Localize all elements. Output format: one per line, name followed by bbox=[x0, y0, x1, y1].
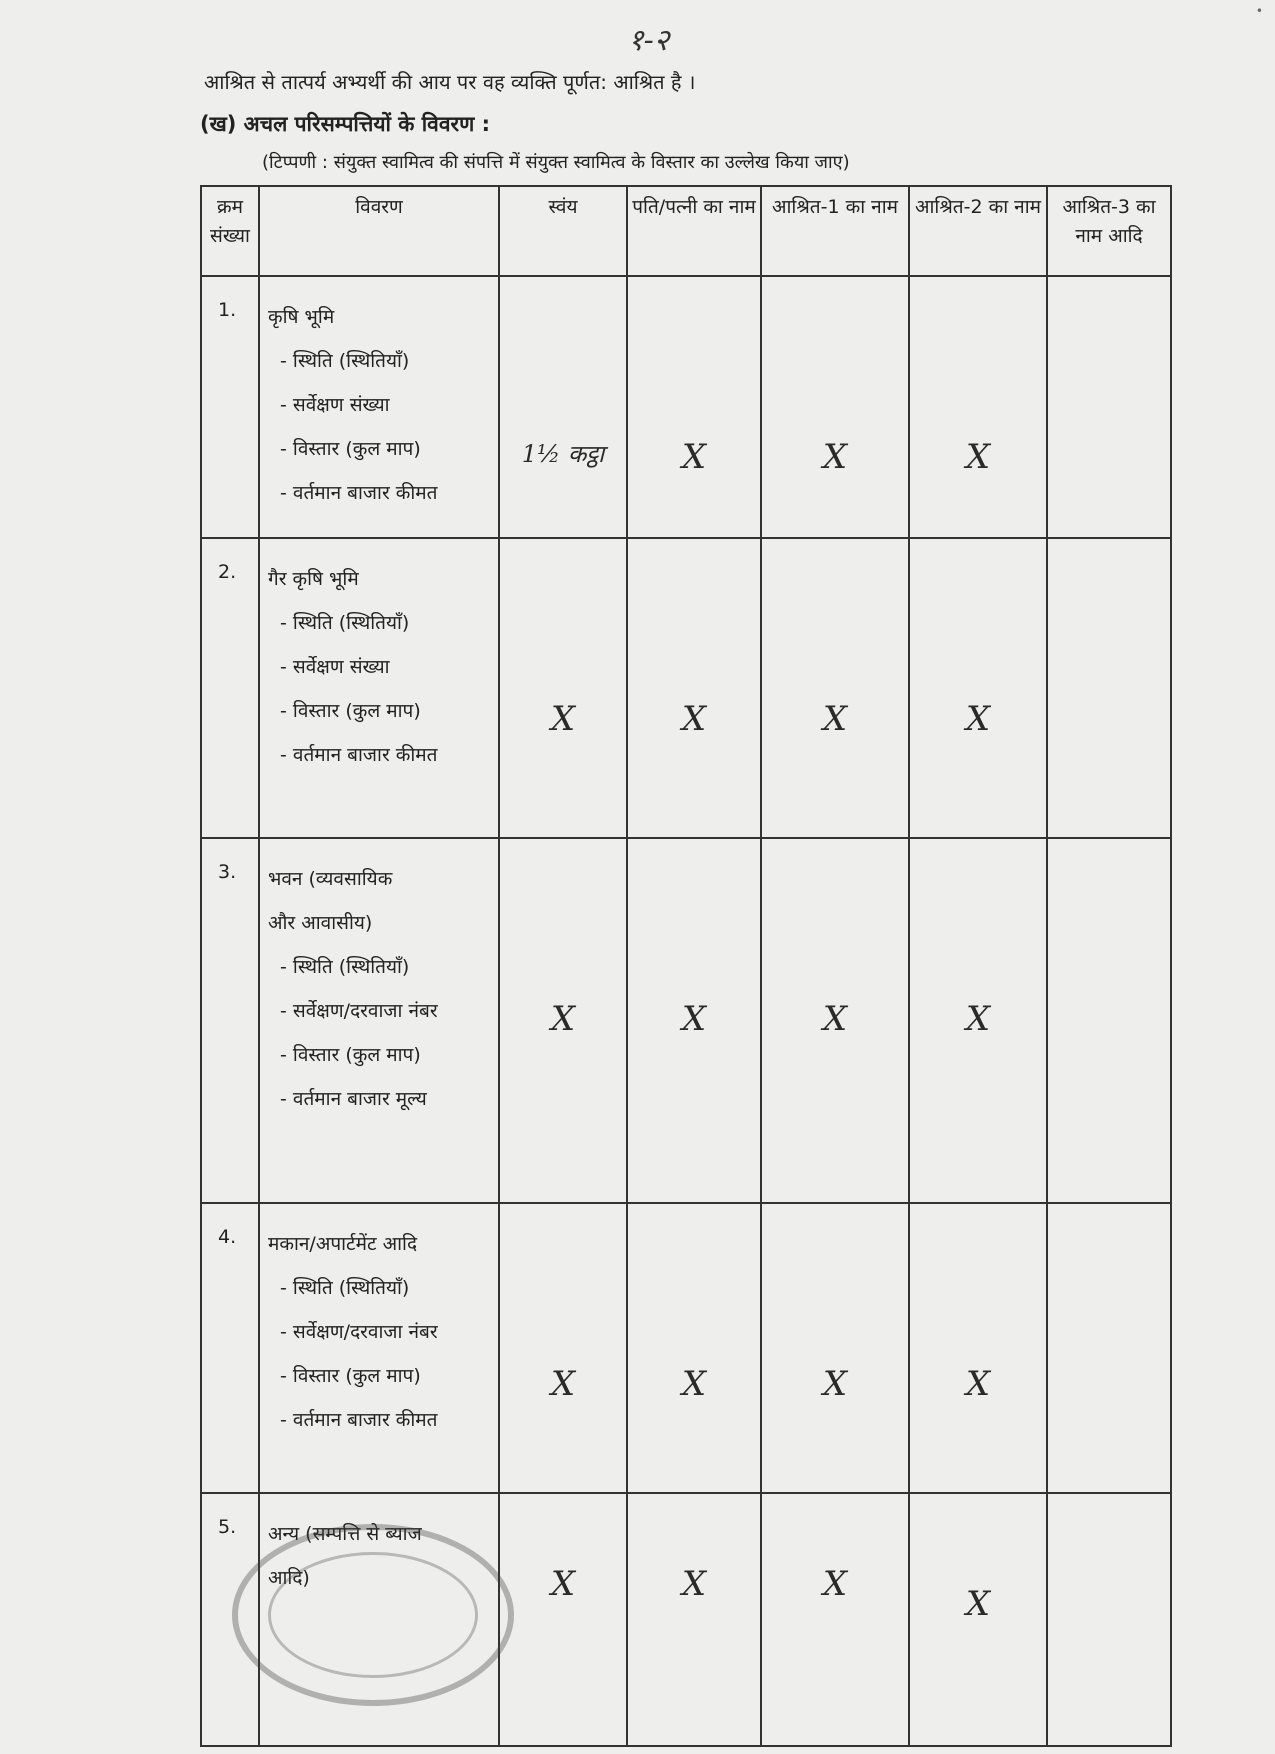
handwritten-cross: X bbox=[822, 999, 848, 1039]
row-serial: 5. bbox=[201, 1493, 259, 1746]
handwritten-cross: X bbox=[550, 999, 576, 1039]
row-title: कृषि भूमि bbox=[268, 306, 335, 328]
cell-self bbox=[499, 538, 627, 838]
cell-self bbox=[499, 276, 627, 538]
handwritten-cross: X bbox=[550, 1564, 576, 1604]
cell-dependent-2 bbox=[909, 1493, 1047, 1746]
cell-dependent-2 bbox=[909, 1203, 1047, 1493]
handwritten-entry: 1½ कट्ठा bbox=[521, 440, 605, 468]
handwritten-cross: X bbox=[822, 1364, 848, 1404]
handwritten-cross: X bbox=[550, 699, 576, 739]
cell-dependent-3 bbox=[1047, 276, 1171, 538]
row-item: - स्थिति (स्थितियाँ) bbox=[280, 956, 410, 978]
row-item: - स्थिति (स्थितियाँ) bbox=[280, 612, 410, 634]
row-title: मकान/अपार्टमेंट आदि bbox=[268, 1233, 418, 1255]
cell-self bbox=[499, 1203, 627, 1493]
cell-dependent-3 bbox=[1047, 538, 1171, 838]
cell-dependent-1 bbox=[761, 1203, 909, 1493]
row-title-continued: और आवासीय) bbox=[268, 912, 373, 934]
handwritten-cross: X bbox=[822, 699, 848, 739]
table-header-row bbox=[201, 186, 1171, 276]
joint-ownership-note: (टिप्पणी : संयुक्त स्वामित्व की संपत्ति में संयुक्त स्वामित्व के विस्तार का उल्लेख किया जाए) bbox=[262, 152, 850, 173]
row-item: - सर्वेक्षण संख्या bbox=[280, 656, 390, 678]
header-dependent-2: आश्रित-2 का नाम bbox=[909, 186, 1047, 276]
cell-dependent-1 bbox=[761, 838, 909, 1203]
handwritten-cross: X bbox=[681, 699, 707, 739]
row-item: - वर्तमान बाजार कीमत bbox=[280, 482, 438, 504]
handwritten-cross: X bbox=[681, 1564, 707, 1604]
handwritten-cross: X bbox=[965, 999, 991, 1039]
handwritten-cross: X bbox=[965, 437, 991, 477]
handwritten-page-number: १-२ bbox=[628, 23, 670, 58]
cell-self bbox=[499, 1493, 627, 1746]
handwritten-cross: X bbox=[681, 437, 707, 477]
handwritten-cross: X bbox=[550, 1364, 576, 1404]
corner-mark: • bbox=[1255, 4, 1263, 18]
header-description: विवरण bbox=[259, 186, 499, 276]
cell-spouse bbox=[627, 1203, 761, 1493]
cell-dependent-2 bbox=[909, 538, 1047, 838]
handwritten-cross: X bbox=[681, 1364, 707, 1404]
cell-spouse bbox=[627, 1493, 761, 1746]
header-dependent-1: आश्रित-1 का नाम bbox=[761, 186, 909, 276]
header-serial: क्रम संख्या bbox=[201, 186, 259, 276]
handwritten-cross: X bbox=[965, 699, 991, 739]
handwritten-cross: X bbox=[965, 1364, 991, 1404]
cell-dependent-3 bbox=[1047, 1493, 1171, 1746]
row-serial: 1. bbox=[201, 276, 259, 538]
dependent-definition: आश्रित से तात्पर्य अभ्यर्थी की आय पर वह व्यक्ति पूर्णत: आश्रित है । bbox=[204, 70, 696, 94]
row-title-continued: आदि) bbox=[268, 1567, 310, 1589]
cell-self bbox=[499, 838, 627, 1203]
seal-inner-ring bbox=[268, 1552, 478, 1678]
immovable-assets-table bbox=[200, 185, 1172, 1747]
cell-dependent-1 bbox=[761, 538, 909, 838]
row-description bbox=[259, 838, 499, 1203]
row-serial: 2. bbox=[201, 538, 259, 838]
row-item: - वर्तमान बाजार कीमत bbox=[280, 1409, 438, 1431]
row-serial: 4. bbox=[201, 1203, 259, 1493]
header-spouse: पति/पत्नी का नाम bbox=[627, 186, 761, 276]
header-self: स्वंय bbox=[499, 186, 627, 276]
row-item: - वर्तमान बाजार कीमत bbox=[280, 744, 438, 766]
row-description bbox=[259, 1203, 499, 1493]
row-item: - स्थिति (स्थितियाँ) bbox=[280, 350, 410, 372]
table-row bbox=[201, 838, 1171, 1203]
row-item: - विस्तार (कुल माप) bbox=[280, 438, 421, 460]
row-title: भवन (व्यवसायिक bbox=[268, 868, 393, 890]
handwritten-cross: X bbox=[822, 1564, 848, 1604]
row-description bbox=[259, 538, 499, 838]
table-row bbox=[201, 276, 1171, 538]
cell-spouse bbox=[627, 276, 761, 538]
row-item: - विस्तार (कुल माप) bbox=[280, 1044, 421, 1066]
row-item: - विस्तार (कुल माप) bbox=[280, 700, 421, 722]
row-item: - विस्तार (कुल माप) bbox=[280, 1365, 421, 1387]
row-item: - सर्वेक्षण/दरवाजा नंबर bbox=[280, 1000, 438, 1022]
handwritten-cross: X bbox=[965, 1584, 991, 1624]
table-row bbox=[201, 538, 1171, 838]
cell-dependent-1 bbox=[761, 1493, 909, 1746]
cell-dependent-2 bbox=[909, 838, 1047, 1203]
row-item: - सर्वेक्षण संख्या bbox=[280, 394, 390, 416]
row-serial: 3. bbox=[201, 838, 259, 1203]
handwritten-cross: X bbox=[822, 437, 848, 477]
row-item: - स्थिति (स्थितियाँ) bbox=[280, 1277, 410, 1299]
cell-spouse bbox=[627, 838, 761, 1203]
header-dependent-3: आश्रित-3 का नाम आदि bbox=[1047, 186, 1171, 276]
section-heading: (ख) अचल परिसम्पत्तियों के विवरण : bbox=[200, 112, 490, 136]
cell-dependent-3 bbox=[1047, 838, 1171, 1203]
row-description bbox=[259, 276, 499, 538]
row-title: अन्य (सम्पत्ति से ब्याज bbox=[268, 1523, 422, 1545]
handwritten-cross: X bbox=[681, 999, 707, 1039]
cell-spouse bbox=[627, 538, 761, 838]
row-item: - वर्तमान बाजार मूल्य bbox=[280, 1088, 427, 1110]
advocate-seal-stamp bbox=[232, 1524, 514, 1706]
cell-dependent-3 bbox=[1047, 1203, 1171, 1493]
cell-dependent-1 bbox=[761, 276, 909, 538]
row-item: - सर्वेक्षण/दरवाजा नंबर bbox=[280, 1321, 438, 1343]
table-row bbox=[201, 1203, 1171, 1493]
cell-dependent-2 bbox=[909, 276, 1047, 538]
row-title: गैर कृषि भूमि bbox=[268, 568, 359, 590]
